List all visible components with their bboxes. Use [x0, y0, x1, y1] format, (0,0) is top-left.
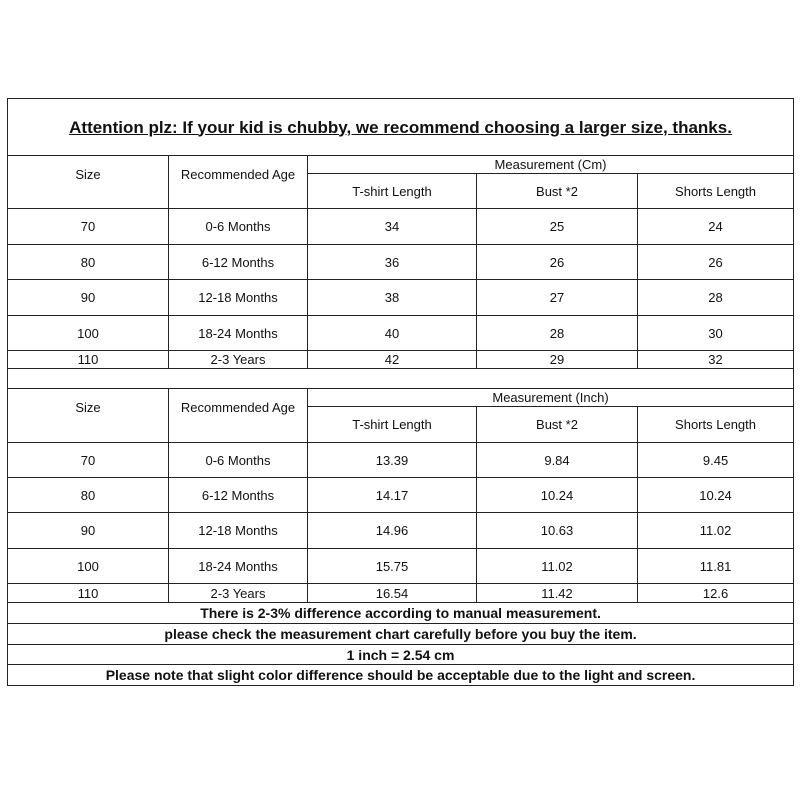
age-cell: 6-12 Months — [169, 478, 308, 513]
shorts-length-cell: 30 — [638, 316, 794, 351]
tshirt-length-cell: 14.96 — [308, 513, 477, 549]
size-cell: 110 — [8, 584, 169, 603]
age-cell: 0-6 Months — [169, 443, 308, 478]
shorts-length-cell: 11.81 — [638, 549, 794, 584]
age-cell: 12-18 Months — [169, 280, 308, 316]
tshirt-length-cell: 42 — [308, 351, 477, 369]
table-row — [8, 316, 794, 351]
tshirt-length-cell: 15.75 — [308, 549, 477, 584]
shorts-length-cell: 24 — [638, 209, 794, 245]
note-text: please check the measurement chart carefully before you buy the item. — [8, 624, 794, 645]
table-row — [8, 549, 794, 584]
bust-cell: 28 — [477, 316, 638, 351]
note-row — [8, 603, 794, 624]
bust-cell: 10.63 — [477, 513, 638, 549]
bust-cell: 11.42 — [477, 584, 638, 603]
size-cell: 90 — [8, 280, 169, 316]
table-row — [8, 209, 794, 245]
header-tshirt-length: T-shirt Length — [308, 174, 477, 209]
shorts-length-cell: 26 — [638, 245, 794, 280]
note-text: There is 2-3% difference according to manual measurement. — [8, 603, 794, 624]
header-recommended-age: Recommended Age — [169, 389, 308, 443]
size-chart-table — [7, 98, 794, 686]
table-row — [8, 280, 794, 316]
note-row — [8, 665, 794, 686]
tshirt-length-cell: 38 — [308, 280, 477, 316]
shorts-length-cell: 32 — [638, 351, 794, 369]
note-text: Please note that slight color difference should be acceptable due to the light and screen. — [8, 665, 794, 686]
size-cell: 100 — [8, 316, 169, 351]
note-row — [8, 645, 794, 665]
header-measurement-cm: Measurement (Cm) — [308, 156, 794, 174]
table-row — [8, 351, 794, 369]
bust-cell: 10.24 — [477, 478, 638, 513]
bust-cell: 11.02 — [477, 549, 638, 584]
bust-cell: 9.84 — [477, 443, 638, 478]
age-cell: 18-24 Months — [169, 316, 308, 351]
header-shorts-length: Shorts Length — [638, 174, 794, 209]
shorts-length-cell: 12.6 — [638, 584, 794, 603]
shorts-length-cell: 11.02 — [638, 513, 794, 549]
table-row — [8, 443, 794, 478]
bust-cell: 29 — [477, 351, 638, 369]
note-row — [8, 624, 794, 645]
spacer-row — [8, 369, 794, 389]
shorts-length-cell: 9.45 — [638, 443, 794, 478]
bust-cell: 26 — [477, 245, 638, 280]
tshirt-length-cell: 13.39 — [308, 443, 477, 478]
shorts-length-cell: 10.24 — [638, 478, 794, 513]
table-row — [8, 513, 794, 549]
tshirt-length-cell: 40 — [308, 316, 477, 351]
tshirt-length-cell: 16.54 — [308, 584, 477, 603]
size-cell: 90 — [8, 513, 169, 549]
header-measurement-inch: Measurement (Inch) — [308, 389, 794, 407]
title-row — [8, 99, 794, 156]
header-bust: Bust *2 — [477, 407, 638, 443]
size-cell: 70 — [8, 209, 169, 245]
table-row — [8, 478, 794, 513]
table-row — [8, 245, 794, 280]
header-bust: Bust *2 — [477, 174, 638, 209]
shorts-length-cell: 28 — [638, 280, 794, 316]
note-text: 1 inch = 2.54 cm — [8, 645, 794, 665]
bust-cell: 25 — [477, 209, 638, 245]
size-cell: 100 — [8, 549, 169, 584]
header-size: Size — [8, 389, 169, 443]
age-cell: 18-24 Months — [169, 549, 308, 584]
size-cell: 80 — [8, 245, 169, 280]
header-shorts-length: Shorts Length — [638, 407, 794, 443]
header-row — [8, 156, 794, 174]
header-tshirt-length: T-shirt Length — [308, 407, 477, 443]
age-cell: 2-3 Years — [169, 584, 308, 603]
spacer-cell — [8, 369, 794, 389]
bust-cell: 27 — [477, 280, 638, 316]
header-recommended-age: Recommended Age — [169, 156, 308, 209]
tshirt-length-cell: 14.17 — [308, 478, 477, 513]
size-cell: 110 — [8, 351, 169, 369]
tshirt-length-cell: 36 — [308, 245, 477, 280]
age-cell: 12-18 Months — [169, 513, 308, 549]
age-cell: 0-6 Months — [169, 209, 308, 245]
size-cell: 80 — [8, 478, 169, 513]
header-size: Size — [8, 156, 169, 209]
tshirt-length-cell: 34 — [308, 209, 477, 245]
header-row — [8, 389, 794, 407]
age-cell: 6-12 Months — [169, 245, 308, 280]
table-row — [8, 584, 794, 603]
attention-title: Attention plz: If your kid is chubby, we recommend choosing a larger size, thanks. — [8, 99, 794, 156]
age-cell: 2-3 Years — [169, 351, 308, 369]
size-cell: 70 — [8, 443, 169, 478]
